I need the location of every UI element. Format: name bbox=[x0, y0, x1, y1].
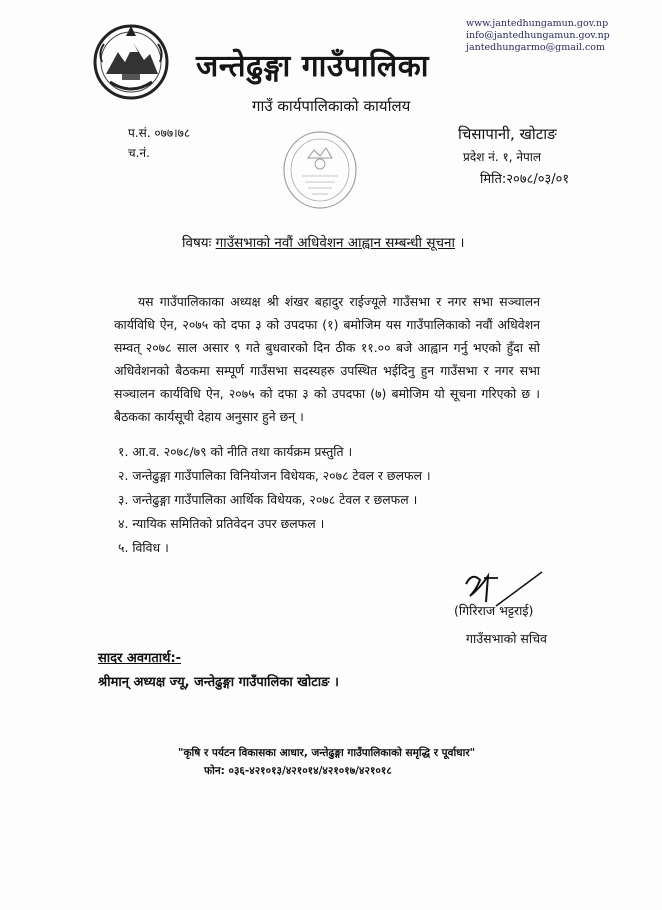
email-link-secondary[interactable]: jantedhungarmo@gmail.com bbox=[466, 42, 606, 53]
subject-prefix: विषयः bbox=[182, 235, 212, 251]
website-link[interactable]: www.jantedhungamun.gov.np bbox=[466, 18, 609, 29]
cc-recipient: श्रीमान् अध्यक्ष ज्यू, जन्तेढुङ्गा गाउँपालिका खोटाङ । bbox=[98, 675, 339, 690]
agenda-list bbox=[118, 440, 538, 560]
notice-body-text: यस गाउँपालिकाका अध्यक्ष श्री शंखर बहादुर राईज्यूले गाउँसभा र नगर सभा सञ्चालन कार्यविधि ऐन, २०७५ को दफा ३ को उपदफा (१) बमोजिम यस गाउँपालिकाको नवौं अधिवेशन सम्वत् २०७८ साल असार ९ गते बुधवारको दिन ठीक ११.०० बजे आह्वान गर्नु भएको हुँदा सो अधिवेशनको बैठकमा सम्पूर्ण गाउँसभा सदस्यहरु उपस्थित भईदिनु हुन गाउँसभा र नगर सभा सञ्चालन कार्यविधि ऐन, २०७५ को दफा ३ को उपदफा (७) बमोजिम यो सूचना गरिएको छ । बैठकका कार्यसूची देहाय अनुसार हुने छन् । bbox=[114, 294, 540, 424]
office-address: चिसापानी, खोटाङ bbox=[458, 125, 557, 143]
dispatch-number: च.नं. bbox=[128, 146, 150, 160]
contact-block bbox=[466, 18, 656, 54]
letter-number: प.सं. ०७७।७८ bbox=[128, 126, 191, 140]
cc-heading: सादर अवगतार्थ:- bbox=[98, 651, 182, 666]
letter-date: मिति:२०७८/०३/०१ bbox=[480, 172, 570, 187]
office-stamp bbox=[280, 128, 360, 212]
signatory-title: गाउँसभाको सचिव bbox=[466, 631, 547, 646]
municipality-title: जन्तेढुङ्गा गाउँपालिका bbox=[196, 49, 430, 84]
agenda-item: २. जन्तेढुङ्गा गाउँपालिका विनियोजन विधेयक, २०७८ टेवल र छलफल । bbox=[118, 468, 431, 483]
province-address: प्रदेश नं. १, नेपाल bbox=[463, 150, 542, 164]
footer-phone: फोन: ०३६-४२१०१३/४२१०१४/४२१०१७/४२१०१८ bbox=[204, 765, 392, 777]
agenda-item: ३. जन्तेढुङ्गा गाउँपालिका आर्थिक विधेयक, २०७८ टेवल र छलफल । bbox=[118, 492, 418, 507]
nepal-emblem-logo bbox=[92, 22, 170, 102]
signatory-name: (गिरिराज भट्टराई) bbox=[454, 603, 534, 618]
subject-line bbox=[182, 233, 464, 251]
subject-text: गाउँसभाको नवौं अधिवेशन आह्वान सम्बन्धी सूचना bbox=[215, 235, 456, 251]
footer-slogan: "कृषि र पर्यटन विकासका आधार, जन्तेढुङ्गा गाउँपालिकाको समृद्धि र पूर्वाधार" bbox=[178, 747, 476, 759]
subject-end: । bbox=[459, 235, 465, 251]
office-subtitle: गाउँ कार्यपालिकाको कार्यालय bbox=[252, 97, 411, 115]
agenda-item: १. आ.व. २०७८/७९ को नीति तथा कार्यक्रम प्रस्तुति । bbox=[118, 444, 353, 459]
notice-body bbox=[114, 290, 540, 428]
agenda-item: ४. न्यायिक समितिको प्रतिवेदन उपर छलफल । bbox=[118, 516, 325, 531]
agenda-item: ५. विविध । bbox=[118, 540, 169, 555]
email-link[interactable]: info@jantedhungamun.gov.np bbox=[466, 30, 610, 41]
